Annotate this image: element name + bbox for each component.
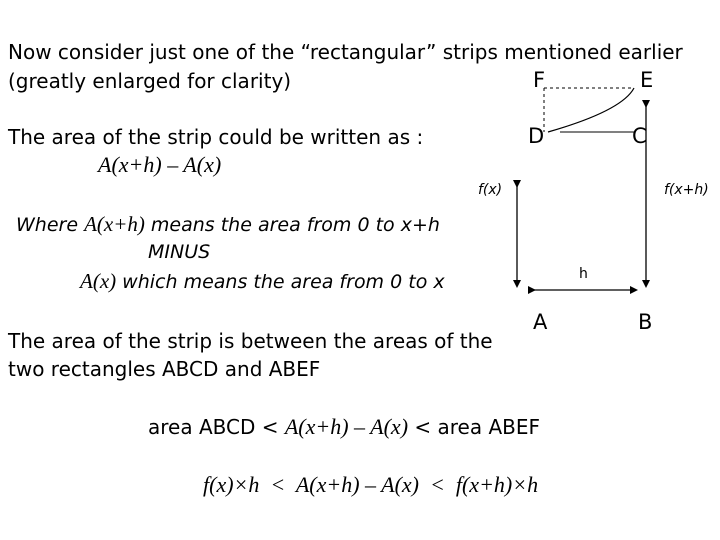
label-d: D (528, 124, 545, 148)
intro-line-1: Now consider just one of the “rectangular” strips mentioned earlier (8, 40, 683, 64)
where-line-2: MINUS (148, 241, 211, 263)
ineq2-right: f(x+h)×h (455, 472, 539, 497)
label-fx: f(x) (478, 182, 503, 198)
curve-de (548, 88, 634, 132)
ineq2-middle: A(x+h) – A(x) (295, 472, 419, 497)
ineq1-lt2: < (408, 415, 438, 439)
where-formula-1: A(x+h) (84, 212, 145, 236)
ineq1-right: area ABEF (437, 415, 541, 439)
between-line-1: The area of the strip is between the areas of the (8, 329, 493, 353)
label-a: A (533, 310, 548, 334)
ineq1-middle: A(x+h) – A(x) (284, 414, 409, 439)
ineq1-left: area ABCD (148, 415, 256, 439)
where-text-1: means the area from 0 to x+h (144, 214, 440, 236)
ineq2-left: f(x)×h (203, 472, 260, 497)
label-e: E (640, 68, 654, 92)
strip-area-formula: A(x+h) – A(x) (98, 152, 222, 177)
ineq2-lt1: < (259, 472, 296, 497)
label-fxh: f(x+h) (664, 182, 709, 198)
where-prefix: Where (16, 214, 85, 236)
between-line-2: two rectangles ABCD and ABEF (8, 357, 321, 381)
label-b: B (638, 310, 653, 334)
where-formula-3: A(x) (80, 269, 117, 293)
ineq1-lt1: < (255, 415, 285, 439)
label-c: C (632, 124, 647, 148)
intro-line-2: (greatly enlarged for clarity) (8, 69, 292, 93)
label-f: F (533, 68, 546, 92)
ineq2-lt2: < (419, 472, 456, 497)
label-h: h (579, 266, 588, 282)
strip-area-label: The area of the strip could be written as : (8, 125, 424, 149)
where-text-3: which means the area from 0 to x (116, 271, 445, 293)
